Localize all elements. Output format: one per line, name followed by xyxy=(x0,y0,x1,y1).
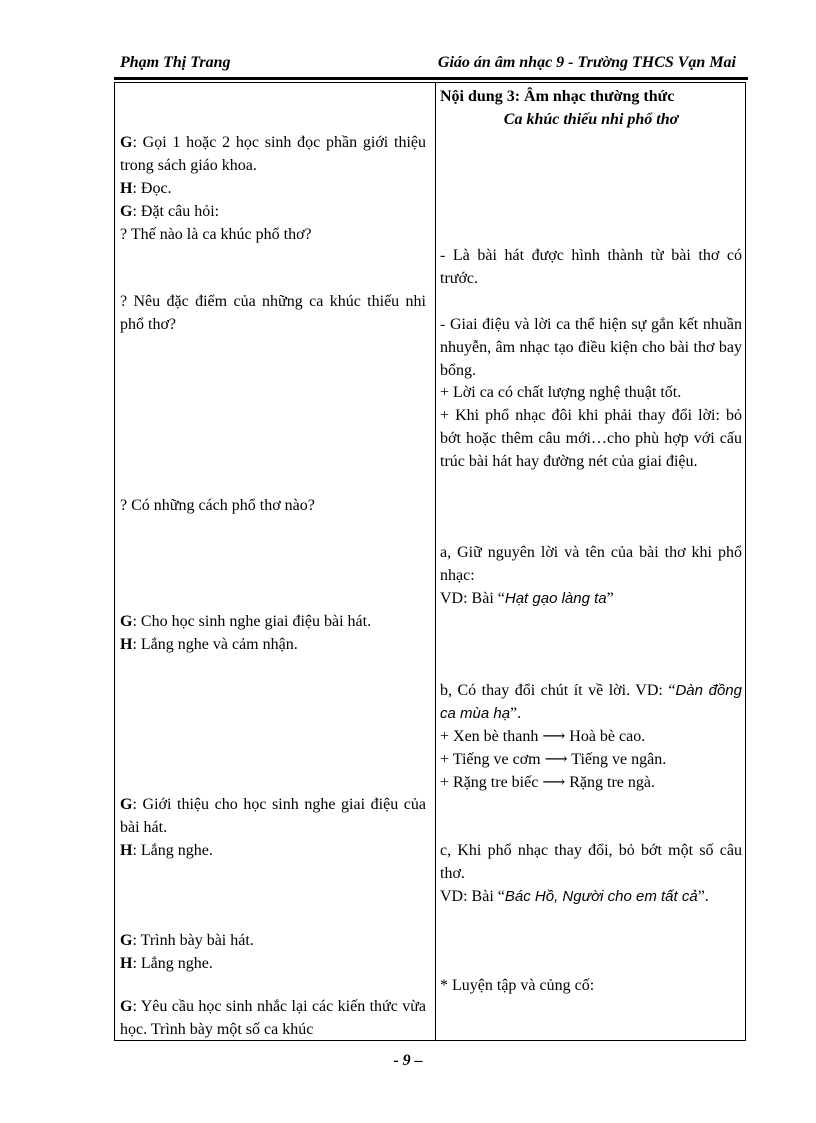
method-b xyxy=(440,679,742,725)
method-a: a, Giữ nguyên lời và tên của bài thơ khi phổ nhạc: xyxy=(440,544,742,584)
section-heading xyxy=(440,85,742,131)
lesson-table xyxy=(114,82,746,1041)
teacher-step-5 xyxy=(120,929,426,952)
student-step-4 xyxy=(120,952,426,975)
method-a-example xyxy=(440,587,742,610)
practice-heading: * Luyện tập và củng cố: xyxy=(440,977,595,994)
teacher-text: : Đặt câu hỏi: xyxy=(132,203,220,220)
teacher-step-1 xyxy=(120,131,426,177)
page-number: - 9 – xyxy=(393,1052,423,1069)
teacher-text: : Yêu cầu học sinh nhắc lại các kiến thức vừa học. Trình bày một số ca khúc xyxy=(120,998,426,1038)
student-label: H xyxy=(120,955,133,972)
student-label: H xyxy=(120,842,133,859)
teacher-label: G xyxy=(120,932,133,949)
method-b-change-2: + Tiếng ve cơm ⟶ Tiếng ve ngân. xyxy=(440,751,667,768)
answer-feature-change: + Khi phổ nhạc đôi khi phải thay đổi lời: bỏ bớt hoặc thêm câu mới…cho phù hợp với cấu trúc bài hát hay đường nét của giai điệu. xyxy=(440,407,742,470)
student-text: : Đọc. xyxy=(132,180,172,197)
song-title: Hạt gạo làng ta xyxy=(504,590,607,607)
header-course: Giáo án âm nhạc 9 - Trường THCS Vạn Mai xyxy=(437,54,736,71)
teacher-text: : Cho học sinh nghe giai điệu bài hát. xyxy=(132,613,372,630)
song-title: Bác Hồ, Người cho em tất cả xyxy=(504,888,698,905)
teacher-text: : Gọi 1 hoặc 2 học sinh đọc phần giới thiệu trong sách giáo khoa. xyxy=(120,134,426,174)
student-step-2 xyxy=(120,633,426,656)
section-subtitle: Ca khúc thiếu nhi phổ thơ xyxy=(503,111,679,128)
answer-definition: - Là bài hát được hình thành từ bài thơ có trước. xyxy=(440,247,742,287)
question-1: ? Thế nào là ca khúc phổ thơ? xyxy=(120,226,312,243)
student-step-1 xyxy=(120,177,426,200)
student-text: : Lắng nghe. xyxy=(132,955,213,972)
section-title: Nội dung 3: Âm nhạc thường thức xyxy=(440,88,675,105)
teacher-text: : Giới thiệu cho học sinh nghe giai điệu của bài hát. xyxy=(120,796,426,836)
method-b-change-3: + Rặng tre biếc ⟶ Rặng tre ngà. xyxy=(440,774,656,791)
student-label: H xyxy=(120,636,133,653)
example-suffix: ”. xyxy=(510,705,522,722)
student-text: : Lắng nghe và cảm nhận. xyxy=(132,636,298,653)
example-prefix: VD: Bài “ xyxy=(440,888,505,905)
answer-feature-lyrics: + Lời ca có chất lượng nghệ thuật tốt. xyxy=(440,384,682,401)
header-author: Phạm Thị Trang xyxy=(120,54,231,71)
teacher-step-4 xyxy=(120,793,426,839)
example-suffix: ” xyxy=(606,590,614,607)
method-c: c, Khi phổ nhạc thay đổi, bỏ bớt một số câu thơ. xyxy=(440,842,742,882)
song-title: Dàn đồng ca mùa hạ xyxy=(440,682,742,722)
header-rule xyxy=(114,77,748,80)
page-header xyxy=(116,52,736,76)
student-text: : Lắng nghe. xyxy=(132,842,213,859)
answer-features: - Giai điệu và lời ca thể hiện sự gắn kết nhuần nhuyễn, âm nhạc tạo điều kiện cho bài thơ bay bổng. xyxy=(440,316,742,379)
example-prefix: VD: Bài “ xyxy=(440,590,505,607)
method-c-example xyxy=(440,885,742,908)
teacher-step-6 xyxy=(120,995,426,1041)
teacher-label: G xyxy=(120,998,133,1015)
example-suffix: ”. xyxy=(697,888,709,905)
student-step-3 xyxy=(120,839,426,862)
question-2: ? Nêu đặc điểm của những ca khúc thiếu nhi phổ thơ? xyxy=(120,293,426,333)
teacher-label: G xyxy=(120,796,133,813)
question-3: ? Có những cách phổ thơ nào? xyxy=(120,497,315,514)
method-b-change-1: + Xen bè thanh ⟶ Hoà bè cao. xyxy=(440,728,646,745)
teacher-label: G xyxy=(120,613,133,630)
example-prefix: b, Có thay đổi chút ít về lời. VD: “ xyxy=(440,682,676,699)
student-label: H xyxy=(120,180,133,197)
teacher-step-2 xyxy=(120,200,426,223)
teacher-text: : Trình bày bài hát. xyxy=(132,932,254,949)
teacher-label: G xyxy=(120,134,133,151)
column-divider xyxy=(435,83,436,1040)
teacher-step-3 xyxy=(120,610,426,633)
teacher-label: G xyxy=(120,203,133,220)
